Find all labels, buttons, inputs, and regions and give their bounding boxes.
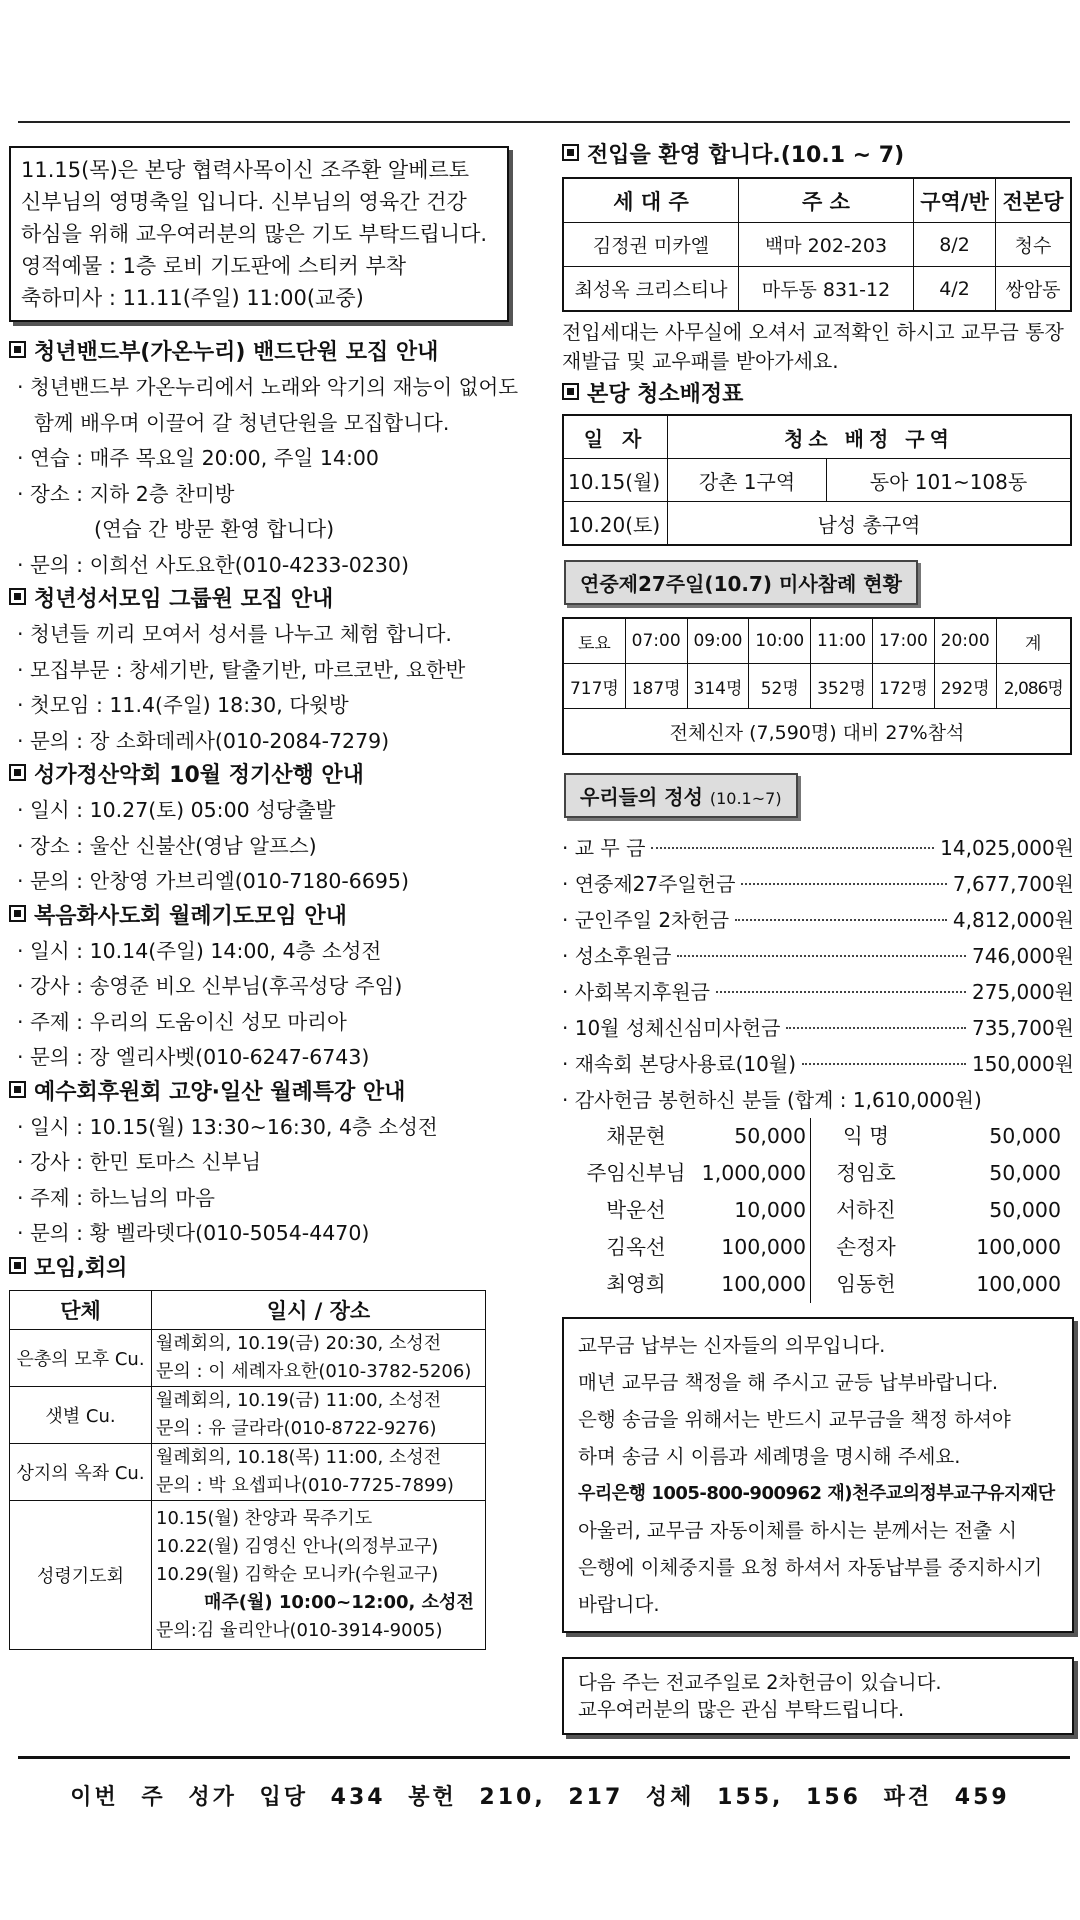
section-line: · 문의 : 황 벨라뎃다(010-5054-4470) bbox=[17, 1221, 370, 1245]
attendance-value-cell: 2,086명 bbox=[996, 664, 1071, 709]
notice-line: 11.15(목)은 본당 협력사목이신 조주환 알베르토 bbox=[21, 158, 470, 182]
attendance-summary: 전체신자 (7,590명) 대비 27%참석 bbox=[563, 709, 1071, 755]
donor-amount: 50,000 bbox=[989, 1198, 1061, 1222]
offering-label: · 성소후원금 bbox=[562, 944, 672, 968]
attendance-value-cell: 314명 bbox=[687, 664, 749, 709]
offering-item bbox=[562, 902, 1074, 938]
square-bullet-icon bbox=[9, 905, 26, 922]
section-heading: 성가정산악회 10월 정기산행 안내 bbox=[9, 759, 509, 793]
donor-amount: 10,000 bbox=[700, 1192, 811, 1229]
donor-amount: 100,000 bbox=[700, 1229, 811, 1266]
notice-line: 영적예물 : 1층 로비 기도판에 스티커 부착 bbox=[21, 254, 407, 278]
offering-amount: 7,677,700원 bbox=[952, 872, 1074, 896]
header-cell: 주 소 bbox=[739, 178, 914, 223]
section-line: · 장소 : 울산 신불산(영남 알프스) bbox=[17, 833, 317, 858]
offering-item bbox=[562, 1046, 1074, 1082]
newcomers-table bbox=[562, 177, 1072, 312]
meeting-details: 월례회의, 10.19(금) 11:00, 소성전 문의 : 유 글라라(010-8722-9276) bbox=[152, 1386, 486, 1443]
header-cell: 일 자 bbox=[563, 415, 668, 459]
attendance-table bbox=[562, 617, 1072, 755]
header-cell: 구역/반 bbox=[914, 178, 996, 223]
offering-item bbox=[562, 830, 1074, 866]
donor-name: 익 명 bbox=[842, 1124, 890, 1148]
attendance-value-cell: 172명 bbox=[872, 664, 934, 709]
offering-label: · 재속회 본당사용료(10월) bbox=[562, 1052, 797, 1076]
section-heading: 예수회후원회 고양·일산 월례특강 안내 bbox=[9, 1076, 509, 1110]
square-bullet-icon bbox=[9, 764, 26, 781]
offering-label: · 연중제27주일헌금 bbox=[562, 872, 736, 896]
donor-name: 정임호 bbox=[836, 1161, 896, 1185]
offering-amount: 275,000원 bbox=[971, 980, 1074, 1004]
donor-name: 서하진 bbox=[836, 1198, 896, 1222]
offering-item bbox=[562, 938, 1074, 974]
meeting-details: 월례회의, 10.18(목) 11:00, 소성전 문의 : 박 요셉피나(010-7725-7899) bbox=[152, 1443, 486, 1500]
section-line: · 청년밴드부 가온누리에서 노래와 악기의 재능이 없어도 bbox=[17, 375, 519, 399]
meetings-table bbox=[9, 1290, 486, 1650]
square-bullet-icon bbox=[562, 144, 579, 161]
table-row bbox=[572, 1266, 1061, 1303]
table-row bbox=[572, 1229, 1061, 1266]
section-line: · 주제 : 우리의 도움이신 성모 마리아 bbox=[17, 1009, 347, 1034]
offering-item bbox=[562, 974, 1074, 1010]
attendance-header-cell: 10:00 bbox=[749, 618, 811, 664]
section-line: · 청년들 끼리 모여서 성서를 나누고 체험 합니다. bbox=[17, 622, 452, 646]
bottom-rule bbox=[18, 1756, 1070, 1759]
square-bullet-icon bbox=[9, 1081, 26, 1098]
attendance-header-cell: 토요 bbox=[563, 618, 625, 664]
feast-notice-box bbox=[9, 146, 509, 322]
second-collection-box: 다음 주는 전교주일로 2차헌금이 있습니다. 교우여러분의 많은 관심 부탁드립니다. bbox=[562, 1657, 1074, 1735]
offering-amount: 14,025,000원 bbox=[940, 836, 1074, 860]
section-line: · 문의 : 장 엘리사벳(010-6247-6743) bbox=[17, 1045, 370, 1069]
table-row bbox=[10, 1443, 486, 1500]
donor-name: 박운선 bbox=[606, 1198, 666, 1222]
leader-dots bbox=[741, 883, 946, 885]
notice-line: 축하미사 : 11.11(주일) 11:00(교중) bbox=[21, 286, 364, 310]
square-bullet-icon bbox=[562, 383, 579, 400]
table-row bbox=[10, 1329, 486, 1386]
offering-label: · 교 무 금 bbox=[562, 836, 646, 860]
attendance-header-cell: 09:00 bbox=[687, 618, 749, 664]
newcomers-heading: 전입을 환영 합니다.(10.1 ~ 7) bbox=[562, 139, 1074, 173]
hymn-numbers: 이번 주 성가 입당 434 봉헌 210, 217 성체 155, 156 파견 459 bbox=[70, 1785, 1010, 1810]
attendance-header-cell: 계 bbox=[996, 618, 1071, 664]
leader-dots bbox=[735, 919, 947, 921]
top-rule bbox=[18, 121, 1070, 123]
square-bullet-icon bbox=[9, 341, 26, 358]
offerings-list bbox=[562, 830, 1074, 1082]
section-line: · 주제 : 하느님의 마음 bbox=[17, 1185, 215, 1210]
section-line: · 일시 : 10.27(토) 05:00 성당출발 bbox=[17, 798, 336, 822]
notice-line: 하심을 위해 교우여러분의 많은 기도 부탁드립니다. bbox=[21, 222, 488, 246]
meeting-group: 은총의 모후 Cu. bbox=[10, 1329, 152, 1386]
table-row bbox=[572, 1192, 1061, 1229]
donor-name: 임동헌 bbox=[836, 1272, 896, 1296]
donor-amount: 100,000 bbox=[976, 1235, 1061, 1259]
square-bullet-icon bbox=[9, 1257, 26, 1274]
table-row bbox=[10, 1500, 486, 1649]
table-row bbox=[572, 1155, 1061, 1192]
donor-name: 주임신부님 bbox=[586, 1161, 686, 1185]
table-row: 10.15(월) 강촌 1구역 동아 101~108동 bbox=[563, 459, 1071, 502]
header-cell: 전본당 bbox=[996, 178, 1072, 223]
section-heading: 청년성서모임 그룹원 모집 안내 bbox=[9, 583, 509, 617]
offering-label: · 10월 성체신심미사헌금 bbox=[562, 1016, 781, 1040]
tithe-notice-box: 교무금 납부는 신자들의 의무입니다. 매년 교무금 책정을 해 주시고 균등 납부바랍니다. 은행 송금을 위해서는 반드시 교무금을 책정 하셔야 하며 송금 시 이름과 세례명을 명시해 주세요. 우리은행 1005-800-900962 재)천주교의정부교구유지재단 아울러, 교무금 자동이체를 하시는 분께서는 전출 시 은행에 이체중지를 요청 하셔서 자동납부를 중지하시기 바랍니다. bbox=[562, 1317, 1074, 1633]
section-line: · 장소 : 지하 2층 찬미방 bbox=[17, 481, 235, 506]
leader-dots bbox=[716, 991, 966, 993]
attendance-header-cell: 17:00 bbox=[872, 618, 934, 664]
meetings-header-schedule: 일시 / 장소 bbox=[152, 1290, 486, 1329]
attendance-value-cell: 292명 bbox=[934, 664, 996, 709]
offering-amount: 4,812,000원 bbox=[952, 908, 1074, 932]
attendance-header-cell: 11:00 bbox=[811, 618, 873, 664]
table-row bbox=[563, 618, 1071, 664]
section-line: · 문의 : 이희선 사도요한(010-4233-0230) bbox=[17, 552, 409, 577]
section-line: · 일시 : 10.15(월) 13:30~16:30, 4층 소성전 bbox=[17, 1114, 438, 1139]
donor-name: 김옥선 bbox=[606, 1235, 666, 1259]
leader-dots bbox=[786, 1027, 966, 1029]
attendance-value-cell: 717명 bbox=[563, 664, 625, 709]
left-column bbox=[9, 146, 519, 1650]
table-row bbox=[10, 1386, 486, 1443]
table-row bbox=[563, 664, 1071, 709]
donor-amount: 50,000 bbox=[700, 1118, 811, 1155]
section-line: · 연습 : 매주 목요일 20:00, 주일 14:00 bbox=[17, 446, 379, 470]
table-row: 10.20(토) 남성 총구역 bbox=[563, 502, 1071, 546]
attendance-value-cell: 52명 bbox=[749, 664, 811, 709]
meeting-details: 10.15(월) 찬양과 묵주기도 10.22(월) 김영신 안나(의정부교구) 10.29(월) 김학순 모니카(수원교구) 매주(월) 10:00~12:00, 소성전 문의:김 율리안나(010-3914-9005) bbox=[152, 1500, 486, 1649]
attendance-value-cell: 352명 bbox=[811, 664, 873, 709]
section-line: · 문의 : 장 소화데레사(010-2084-7279) bbox=[17, 728, 390, 753]
section-heading: 복음화사도회 월례기도모임 안내 bbox=[9, 900, 509, 934]
leader-dots bbox=[677, 955, 966, 957]
notice-line: 신부님의 영명축일 입니다. 신부님의 영육간 건강 bbox=[21, 190, 467, 214]
announcement-sections bbox=[9, 336, 519, 1252]
offering-item bbox=[562, 866, 1074, 902]
attendance-header-cell: 20:00 bbox=[934, 618, 996, 664]
offering-label: · 군인주일 2차헌금 bbox=[562, 908, 730, 932]
section-heading: 청년밴드부(가온누리) 밴드단원 모집 안내 bbox=[9, 336, 509, 370]
square-bullet-icon bbox=[9, 588, 26, 605]
offering-amount: 746,000원 bbox=[971, 944, 1074, 968]
donor-name: 손정자 bbox=[836, 1235, 896, 1259]
donor-amount: 50,000 bbox=[989, 1124, 1061, 1148]
cleaning-heading: 본당 청소배정표 bbox=[562, 378, 1074, 412]
attendance-title-tab: 연중제27주일(10.7) 미사참례 현황 bbox=[564, 560, 918, 605]
donor-amount: 100,000 bbox=[976, 1272, 1061, 1296]
donor-name: 채문현 bbox=[606, 1124, 666, 1148]
header-cell: 세 대 주 bbox=[563, 178, 739, 223]
table-row bbox=[563, 709, 1071, 755]
table-row bbox=[572, 1118, 1061, 1155]
meeting-details: 월례회의, 10.19(금) 20:30, 소성전 문의 : 이 세례자요한(010-3782-5206) bbox=[152, 1329, 486, 1386]
donor-amount: 1,000,000 bbox=[700, 1155, 811, 1192]
section-line: · 모집부문 : 창세기반, 탈출기반, 마르코반, 요한반 bbox=[17, 657, 466, 682]
meeting-group: 샛별 Cu. bbox=[10, 1386, 152, 1443]
header-cell: 청소 배정 구역 bbox=[668, 415, 1072, 459]
right-column bbox=[562, 139, 1074, 1735]
attendance-header-cell: 07:00 bbox=[625, 618, 687, 664]
donor-amount: 100,000 bbox=[700, 1266, 811, 1303]
leader-dots bbox=[802, 1063, 966, 1065]
section-line: · 첫모임 : 11.4(주일) 18:30, 다윗방 bbox=[17, 693, 349, 717]
offering-amount: 735,700원 bbox=[971, 1016, 1074, 1040]
donor-table bbox=[572, 1118, 1061, 1303]
section-line: (연습 간 방문 환영 합니다) bbox=[94, 517, 335, 541]
meeting-group: 상지의 옥좌 Cu. bbox=[10, 1443, 152, 1500]
attendance-value-cell: 187명 bbox=[625, 664, 687, 709]
offering-amount: 150,000원 bbox=[971, 1052, 1074, 1076]
donor-name: 최영희 bbox=[606, 1272, 666, 1296]
section-line: · 강사 : 한민 토마스 신부님 bbox=[17, 1150, 262, 1174]
section-line: · 일시 : 10.14(주일) 14:00, 4층 소성전 bbox=[17, 938, 382, 963]
offering-item bbox=[562, 1010, 1074, 1046]
meeting-group: 성령기도회 bbox=[10, 1500, 152, 1649]
offerings-title-tab: 우리들의 정성 (10.1~7) bbox=[564, 773, 798, 818]
meetings-heading: 모임,회의 bbox=[9, 1252, 509, 1286]
table-row: 김정권 미카엘 백마 202-203 8/2 청수 bbox=[563, 223, 1071, 267]
leader-dots bbox=[651, 847, 934, 849]
section-line: · 강사 : 송영준 비오 신부님(후곡성당 주임) bbox=[17, 974, 403, 998]
thanks-line: · 감사헌금 봉헌하신 분들 (합계 : 1,610,000원) bbox=[562, 1088, 982, 1112]
offering-label: · 사회복지후원금 bbox=[562, 980, 710, 1004]
donor-amount: 50,000 bbox=[989, 1161, 1061, 1185]
newcomers-note: 전입세대는 사무실에 오셔서 교적확인 하시고 교무금 통장 재발급 및 교우패를 받아가세요. bbox=[562, 320, 1064, 373]
cleaning-table bbox=[562, 414, 1072, 546]
meetings-header-group: 단체 bbox=[10, 1290, 152, 1329]
table-row: 최성옥 크리스티나 마두동 831-12 4/2 쌍암동 bbox=[563, 267, 1071, 312]
section-line: 함께 배우며 이끌어 갈 청년단원을 모집합니다. bbox=[34, 410, 450, 435]
section-line: · 문의 : 안창영 가브리엘(010-7180-6695) bbox=[17, 869, 409, 893]
